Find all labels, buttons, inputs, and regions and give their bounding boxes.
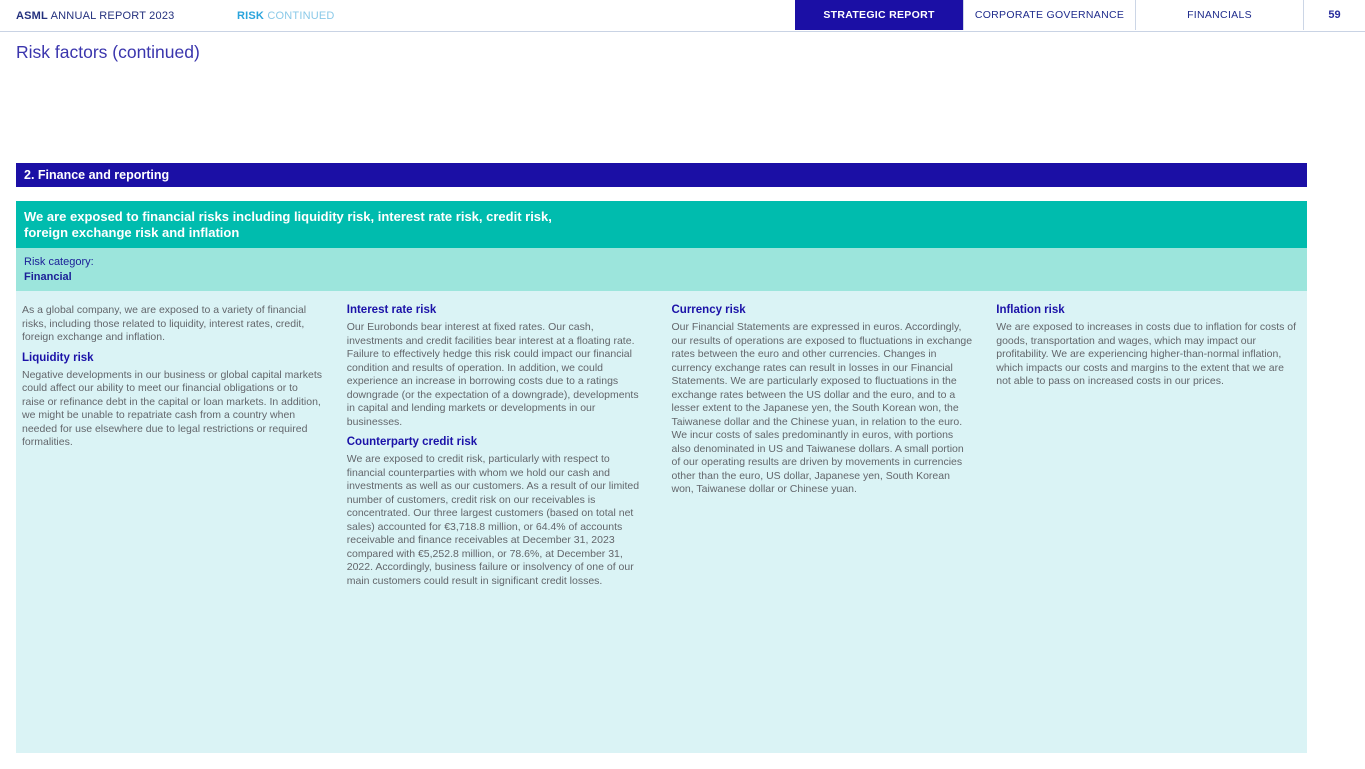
column-liquidity [22,304,323,753]
tab-corporate-governance[interactable]: CORPORATE GOVERNANCE [963,0,1135,30]
intro-paragraph: As a global company, we are exposed to a variety of financial risks, including those related to liquidity, interest rates, credit, foreign exchange and inflation. [22,304,307,343]
column-interest-credit [347,304,648,753]
running-section-head [237,0,335,31]
risk-body [16,291,1307,753]
report-tabs [795,0,1365,30]
risk-category-value: Financial [24,271,72,283]
column-currency [672,304,973,753]
brand-subtitle: ANNUAL REPORT 2023 [47,9,175,22]
heading-inflation-risk: Inflation risk [996,304,1065,316]
heading-liquidity-risk: Liquidity risk [22,351,94,364]
counterparty-credit-risk-paragraph: We are exposed to credit risk, particularly with respect to financial counterparties with whom we hold our cash and investments as well as our customers. As a result of our limited number of customers, credit risk on our receivables is concentrated. Our three largest customers (based on total net sales) accounted for €3,718.8 million, or 64.4% of accounts receivable and finance receivables at December 31, 2023 compared with €5,252.8 million, or 78.6%, at December 31, 2022. Accordingly, business failure or insolvency of one of our main customers could result in significant credit losses. [346,453,640,587]
risk-category-bar [16,248,1307,291]
page-number: 59 [1303,0,1365,30]
inflation-risk-paragraph: We are exposed to increases in costs due to inflation for costs of goods, transportation and wages, which may impact our profitability. We are experiencing higher-than-normal inflation, which impacts our costs and margins to the extent that we are not able to pass on increased costs in our prices. [996,321,1297,387]
report-brand [16,0,174,31]
tab-financials[interactable]: FINANCIALS [1135,0,1303,30]
interest-rate-risk-paragraph: Our Eurobonds bear interest at fixed rates. Our cash, investments and credit facilities bear interest at a floating rate. Failure to effectively hedge this risk could impact our financial condition and results of operation. In addition, we could experience an increase in borrowing costs due to a ratings downgrade (or the expectation of a downgrade), developments in capital and lending markets or developments in our businesses. [346,321,639,428]
column-inflation [996,304,1297,753]
risk-category-label: Risk category: [24,256,94,268]
brand-name: ASML [16,9,48,22]
heading-interest-rate-risk: Interest rate risk [346,304,437,316]
section-number-bar [16,163,1307,187]
running-section-bold: RISK [237,9,265,22]
risk-headline-bar [16,201,1307,248]
risk-headline-line2: foreign exchange risk and inflation [24,225,240,240]
heading-currency-risk: Currency risk [671,304,746,316]
top-header [0,0,1365,32]
section-number-title: 2. Finance and reporting [24,168,170,182]
risk-headline-line1: We are exposed to financial risks including liquidity risk, interest rate risk, credit risk, [24,209,552,224]
page-title: Risk factors (continued) [16,42,200,62]
heading-counterparty-credit-risk: Counterparty credit risk [346,436,478,448]
currency-risk-paragraph: Our Financial Statements are expressed in euros. Accordingly, our results of operations are exposed to fluctuations in exchange rates between the euro and other currencies. Changes in currency exchange rates can result in losses in our Financial Statements. We are particularly exposed to fluctuations in the exchange rates between the US dollar and the euro, and to a lesser extent to the Japanese yen, the South Korean won, the Taiwanese dollar and the Chinese yuan, in relation to the euro. We incur costs of sales predominantly in euros, with portions also denominated in US and Taiwanese dollars. A small portion of our operating results are driven by movements in currencies other than the euro, US dollar, Japanese yen, South Korean won, Taiwanese dollar or Chinese yuan. [671,321,973,495]
tab-strategic-report[interactable]: STRATEGIC REPORT [795,0,963,30]
liquidity-risk-paragraph: Negative developments in our business or global capital markets could affect our ability to meet our financial obligations or to raise or refinance debt in the capital or loan markets. In addition, we might be unable to repatriate cash from a country when needed for use elsewhere due to legal restrictions or required formalities. [22,368,322,448]
running-section-rest: CONTINUED [264,9,335,22]
